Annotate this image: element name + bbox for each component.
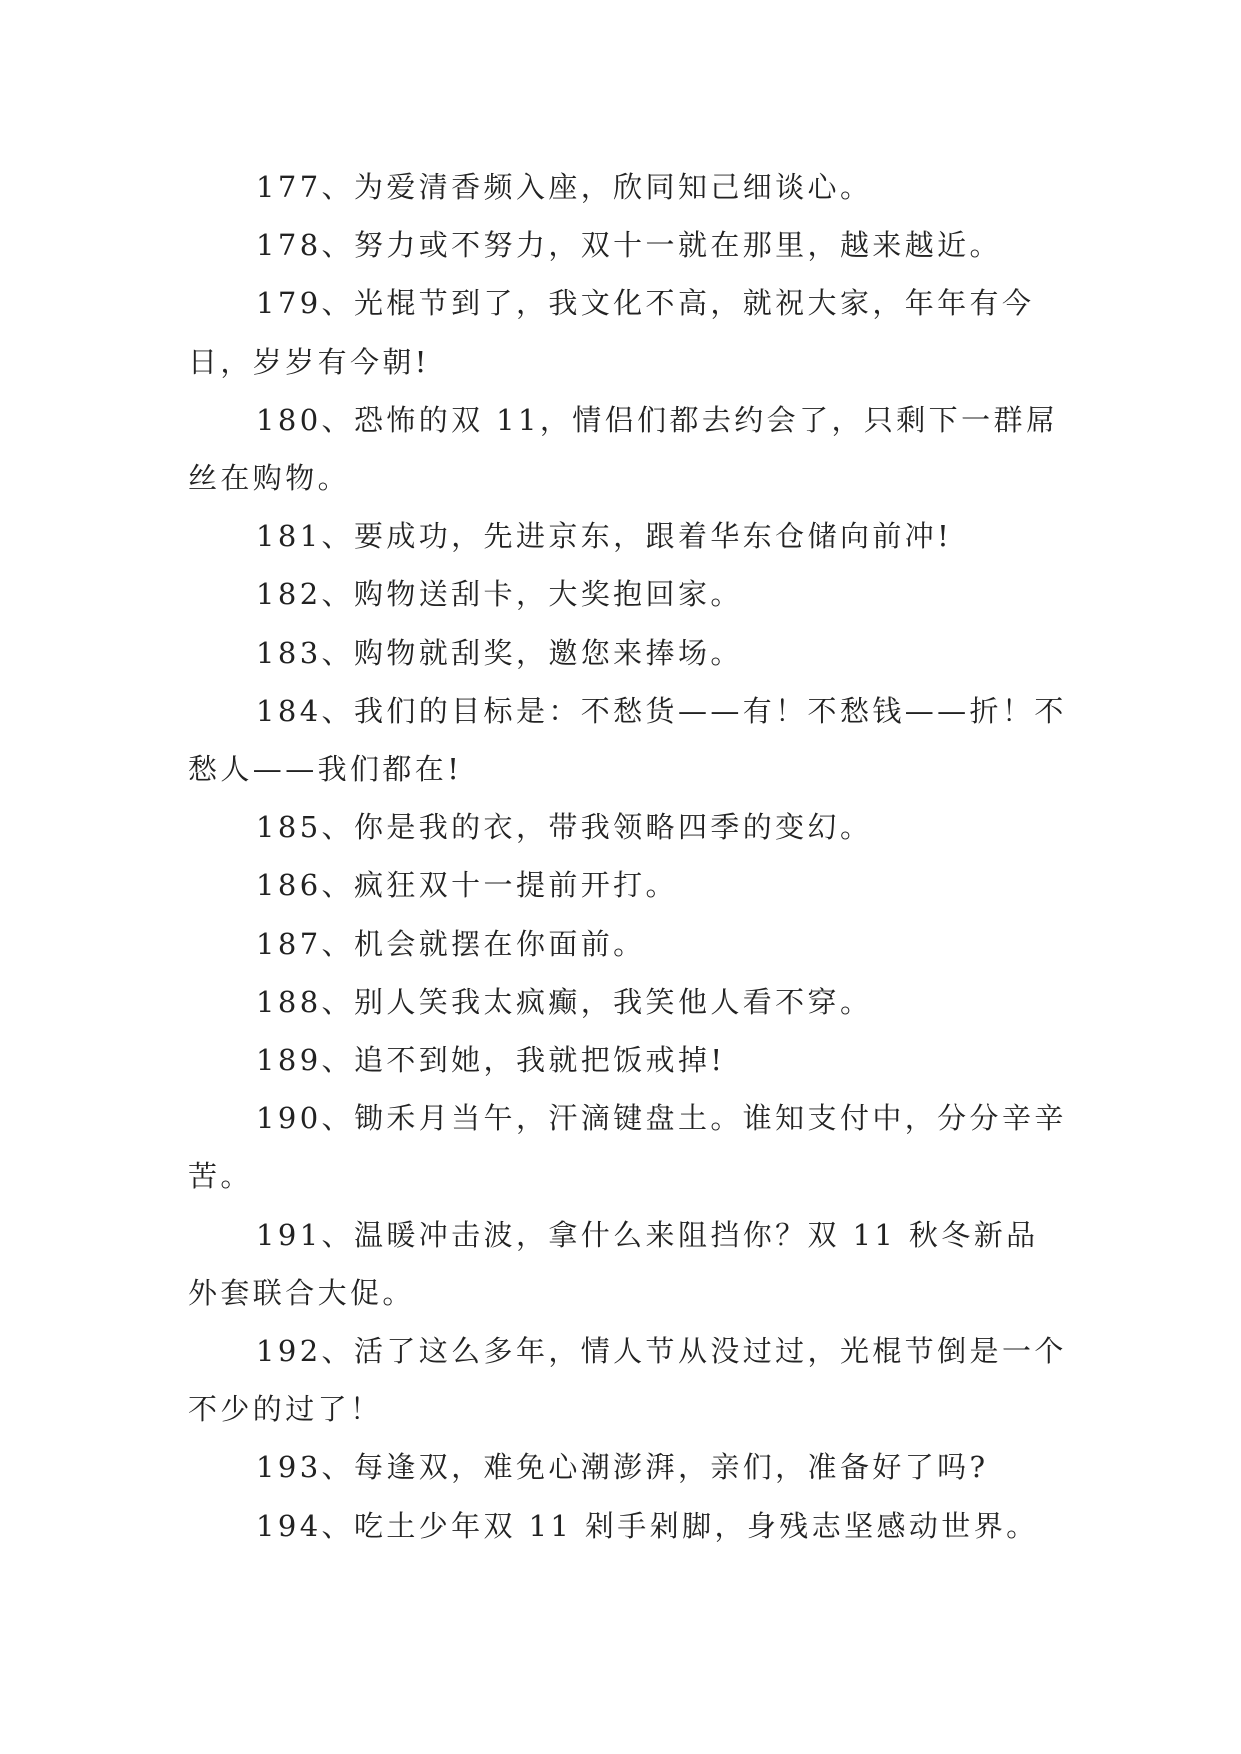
paragraph-184: 184、我们的目标是：不愁货——有！不愁钱——折！不愁人——我们都在! xyxy=(188,693,1067,787)
paragraph-185: 185、你是我的衣，带我领略四季的变幻。 xyxy=(256,810,873,845)
paragraph-179: 179、光棍节到了，我文化不高，就祝大家，年年有今日，岁岁有今朝! xyxy=(188,286,1035,379)
paragraph-181: 181、要成功，先进京东，跟着华东仓储向前冲! xyxy=(256,519,953,554)
paragraph-183: 183、购物就刮奖，邀您来捧场。 xyxy=(256,635,743,670)
paragraph-192: 192、活了这么多年，情人节从没过过，光棍节倒是一个不少的过了！ xyxy=(188,1334,1067,1427)
paragraph-193: 193、每逢双，难免心潮澎湃，亲们，准备好了吗? xyxy=(256,1450,989,1485)
paragraph-187: 187、机会就摆在你面前。 xyxy=(256,926,646,961)
paragraph-188: 188、别人笑我太疯癫，我笑他人看不穿。 xyxy=(256,984,873,1019)
paragraph-182: 182、购物送刮卡，大奖抱回家。 xyxy=(256,577,743,612)
paragraph-178: 178、努力或不努力，双十一就在那里，越来越近。 xyxy=(256,228,1002,263)
paragraph-189: 189、追不到她，我就把饭戒掉! xyxy=(256,1043,726,1078)
paragraph-177: 177、为爱清香频入座，欣同知己细谈心。 xyxy=(256,170,873,204)
document-page xyxy=(188,158,1068,1555)
paragraph-190: 190、锄禾月当午，汗滴键盘土。谁知支付中，分分辛辛苦。 xyxy=(188,1101,1067,1194)
paragraph-180: 180、恐怖的双 11，情侣们都去约会了，只剩下一群屌丝在购物。 xyxy=(188,402,1059,496)
paragraph-191: 191、温暖冲击波，拿什么来阻挡你？双 11 秋冬新品外套联合大促。 xyxy=(188,1217,1039,1310)
paragraph-186: 186、疯狂双十一提前开打。 xyxy=(256,868,678,903)
paragraph-194: 194、吃土少年双 11 剁手剁脚，身残志坚感动世界。 xyxy=(256,1508,1039,1543)
